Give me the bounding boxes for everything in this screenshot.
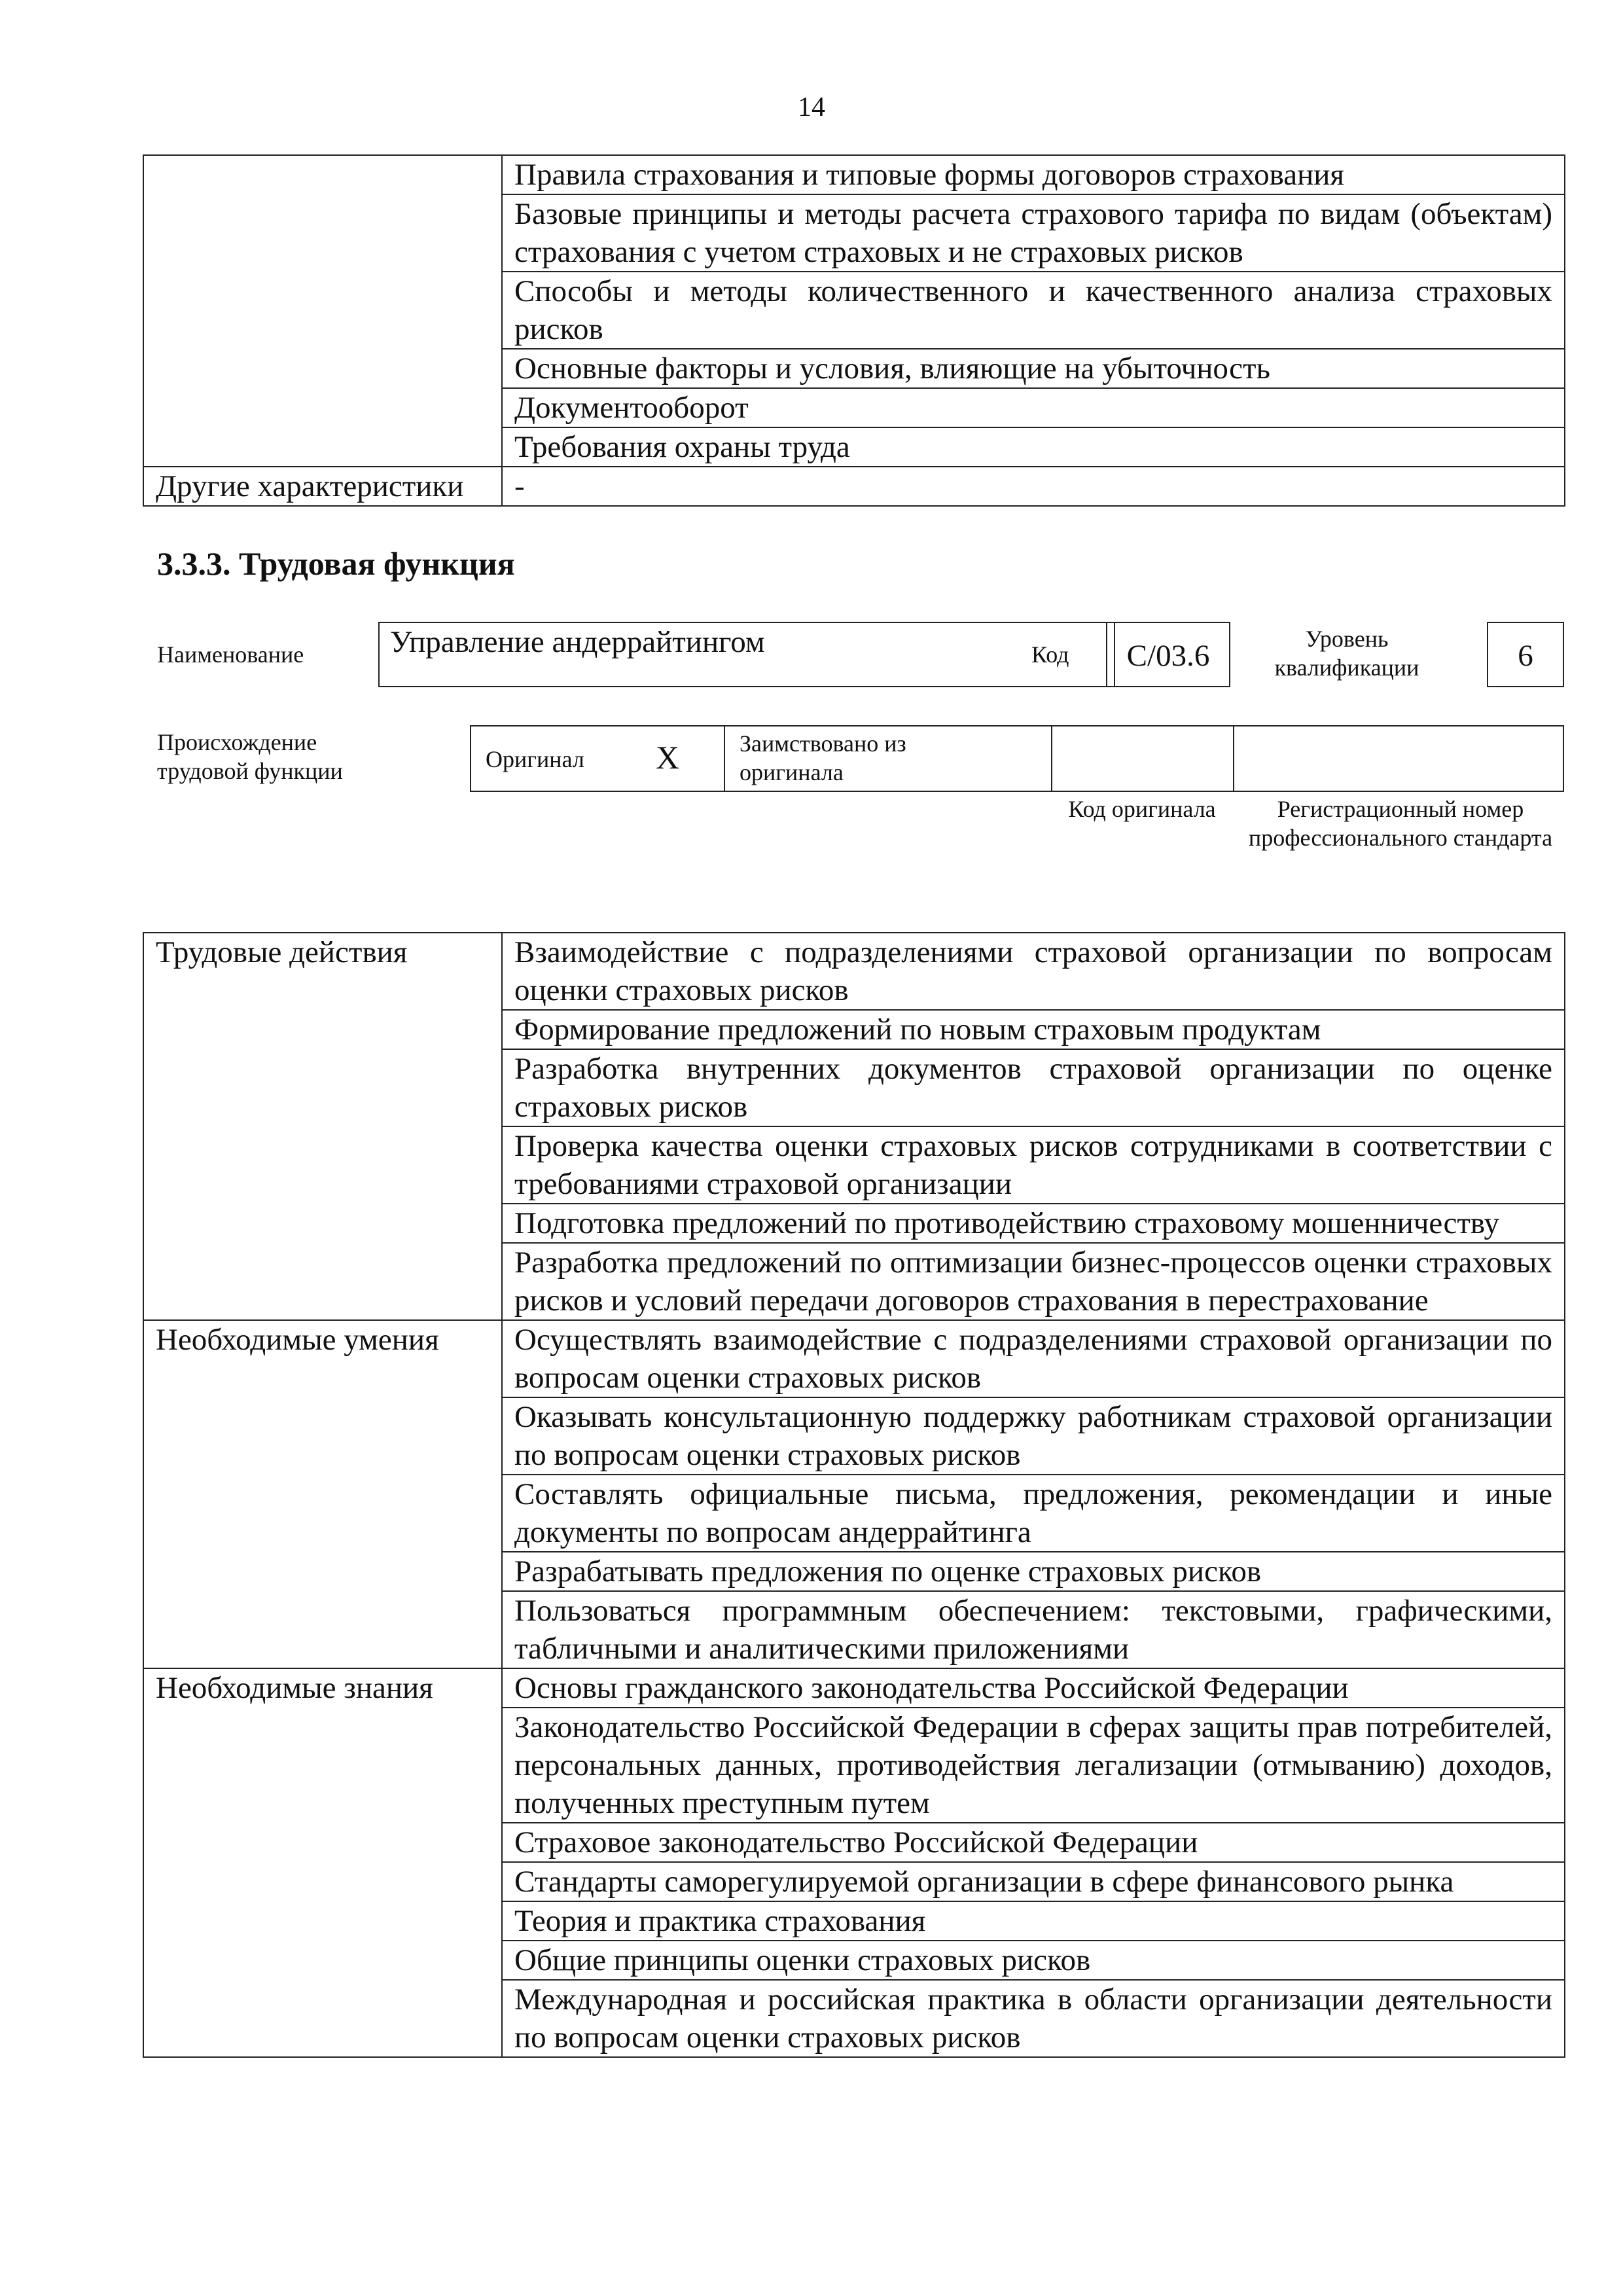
required-skills-label: Необходимые умения bbox=[143, 1320, 502, 1668]
table-cell: Оказывать консультационную поддержку работникам страховой организации по вопросам оценки страховых рисков bbox=[502, 1397, 1565, 1475]
table-cell: Общие принципы оценки страховых рисков bbox=[502, 1941, 1565, 1980]
table-cell: Правила страхования и типовые формы договоров страхования bbox=[502, 155, 1565, 194]
table-row bbox=[143, 467, 1565, 506]
table-cell: Разрабатывать предложения по оценке страховых рисков bbox=[502, 1552, 1565, 1591]
table-cell: Формирование предложений по новым страховым продуктам bbox=[502, 1010, 1565, 1049]
table-cell: Проверка качества оценки страховых рисков сотрудниками в соответствии с требованиями страховой организации bbox=[502, 1126, 1565, 1204]
origin-label: Происхождение трудовой функции bbox=[157, 729, 343, 784]
table-cell: Теория и практика страхования bbox=[502, 1901, 1565, 1941]
reg-caption: Регистрационный номер профессионального стандарта bbox=[1248, 796, 1553, 851]
origin-table bbox=[470, 725, 1564, 792]
table-cell: Требования охраны труда bbox=[502, 427, 1565, 467]
section-title: 3.3.3. Трудовая функция bbox=[157, 545, 515, 582]
table-cell: Основные факторы и условия, влияющие на убыточность bbox=[502, 349, 1565, 388]
code-field bbox=[1106, 622, 1230, 687]
table-cell: Стандарты саморегулируемой организации в сфере финансового рынка bbox=[502, 1862, 1565, 1901]
table-cell: Разработка внутренних документов страховой организации по оценке страховых рисков bbox=[502, 1049, 1565, 1126]
other-characteristics-value: - bbox=[502, 467, 1565, 506]
continuation-table bbox=[143, 154, 1565, 507]
table-cell: Осуществлять взаимодействие с подразделениями страховой организации по вопросам оценки страховых рисков bbox=[502, 1320, 1565, 1397]
function-name-value: Управление андеррайтингом bbox=[390, 625, 765, 659]
function-name-field bbox=[378, 622, 1115, 687]
table-cell: Пользоваться программным обеспечением: текстовыми, графическими, табличными и аналитическими приложениями bbox=[502, 1591, 1565, 1668]
table-cell: Составлять официальные письма, предложения, рекомендации и иные документы по вопросам андеррайтинга bbox=[502, 1475, 1565, 1552]
table-cell: Основы гражданского законодательства Российской Федерации bbox=[502, 1668, 1565, 1708]
borrowed-label: Заимствовано из оригинала bbox=[740, 730, 906, 785]
table-cell: Разработка предложений по оптимизации бизнес-процессов оценки страховых рисков и условий передачи договоров страхования в перестрахование bbox=[502, 1243, 1565, 1320]
table-row bbox=[143, 933, 1565, 1010]
table-cell: Базовые принципы и методы расчета страхового тарифа по видам (объектам) страхования с учетом страховых и не страховых рисков bbox=[502, 194, 1565, 272]
table-cell: Международная и российская практика в области организации деятельности по вопросам оценки страховых рисков bbox=[502, 1980, 1565, 2057]
table-cell: Способы и методы количественного и качественного анализа страховых рисков bbox=[502, 272, 1565, 349]
divider bbox=[1051, 725, 1052, 792]
labor-actions-label: Трудовые действия bbox=[143, 933, 502, 1320]
code-caption: Код оригинала bbox=[1068, 796, 1216, 822]
table-cell: Документооборот bbox=[502, 388, 1565, 427]
required-knowledge-label: Необходимые знания bbox=[143, 1668, 502, 2057]
table-cell: Страховое законодательство Российской Федерации bbox=[502, 1823, 1565, 1862]
divider bbox=[1233, 725, 1234, 792]
code-value: C/03.6 bbox=[1126, 639, 1210, 673]
main-table bbox=[143, 932, 1565, 2058]
level-field bbox=[1487, 622, 1564, 687]
page-number: 14 bbox=[798, 92, 825, 122]
other-characteristics-label: Другие характеристики bbox=[143, 467, 502, 506]
table-row bbox=[143, 1668, 1565, 1708]
table-cell: Подготовка предложений по противодействию страховому мошенничеству bbox=[502, 1204, 1565, 1243]
original-label: Оригинал bbox=[486, 746, 584, 772]
name-label: Наименование bbox=[157, 641, 304, 668]
table-row bbox=[143, 1320, 1565, 1397]
level-label: Уровень квалификации bbox=[1274, 626, 1419, 681]
code-label: Код bbox=[1031, 641, 1069, 668]
original-mark: X bbox=[656, 739, 680, 776]
table-cell: Взаимодействие с подразделениями страховой организации по вопросам оценки страховых рисков bbox=[502, 933, 1565, 1010]
table-row bbox=[143, 155, 1565, 194]
level-value: 6 bbox=[1518, 639, 1533, 673]
knowledge-label-cell bbox=[143, 155, 502, 467]
divider bbox=[724, 725, 725, 792]
table-cell: Законодательство Российской Федерации в сферах защиты прав потребителей, персональных данных, противодействия легализации (отмыванию) доходов, полученных преступным путем bbox=[502, 1708, 1565, 1823]
